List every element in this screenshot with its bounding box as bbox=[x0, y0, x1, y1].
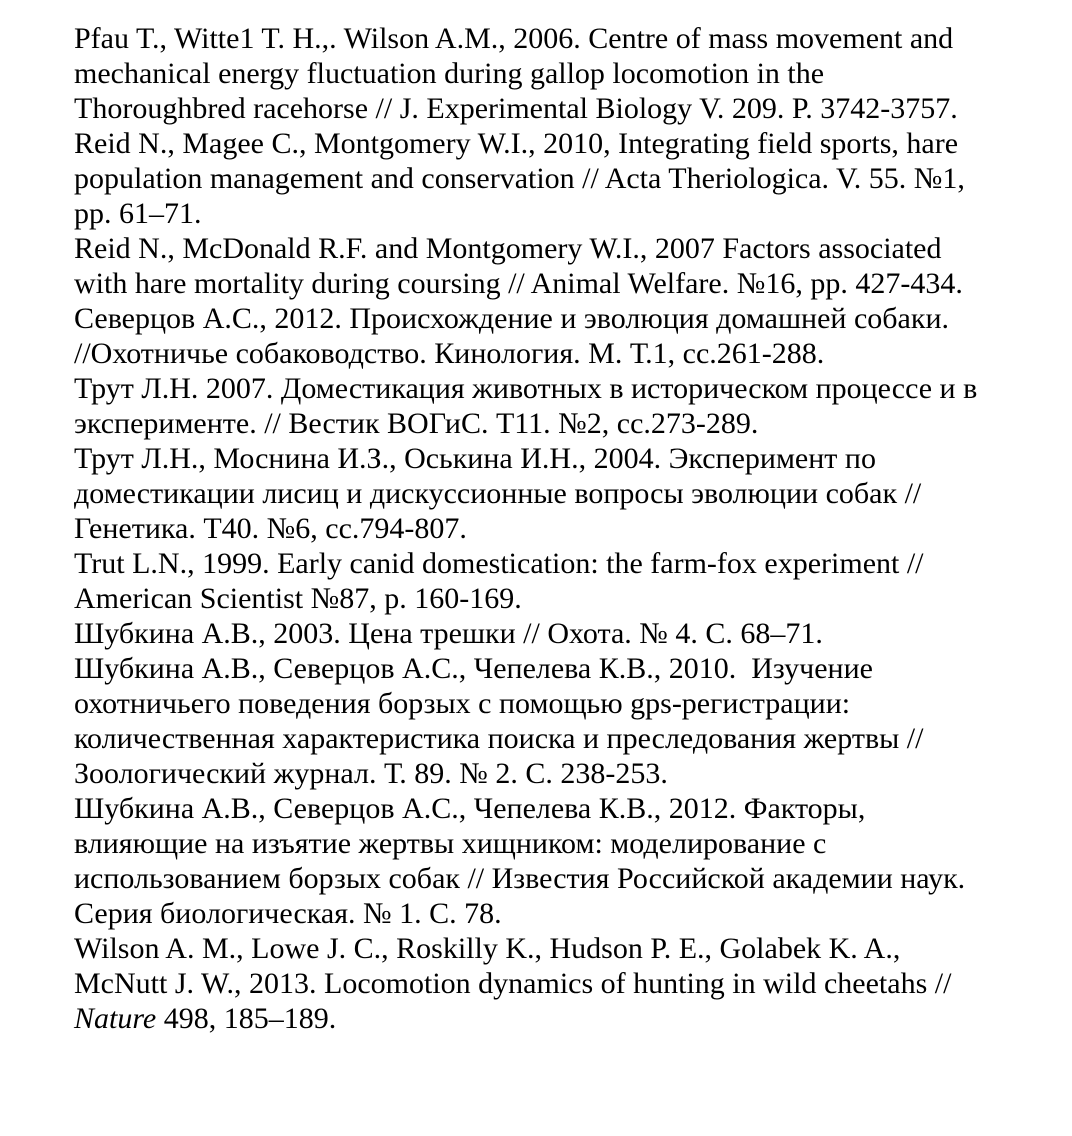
reference-text: Генетика. Т40. №6, сс.794-807. bbox=[74, 512, 467, 545]
reference-line bbox=[74, 1001, 1032, 1036]
reference-line bbox=[74, 126, 1032, 161]
reference-line bbox=[74, 861, 1032, 896]
reference-line bbox=[74, 371, 1032, 406]
reference-text: использованием борзых собак // Известия Российской академии наук. bbox=[74, 862, 966, 895]
reference-line bbox=[74, 966, 1032, 1001]
reference-line bbox=[74, 441, 1032, 476]
reference-text: Wilson A. M., Lowe J. C., Roskilly K., Hudson P. E., Golabek K. A., bbox=[74, 932, 901, 965]
reference-line bbox=[74, 931, 1032, 966]
reference-line bbox=[74, 231, 1032, 266]
reference-entry bbox=[74, 301, 1032, 371]
reference-line bbox=[74, 21, 1032, 56]
reference-text: Thoroughbred racehorse // J. Experimental Biology V. 209. P. 3742-3757. bbox=[74, 92, 958, 125]
reference-text: Серия биологическая. № 1. С. 78. bbox=[74, 897, 502, 930]
reference-entry bbox=[74, 651, 1032, 791]
reference-line bbox=[74, 616, 1032, 651]
reference-list bbox=[74, 21, 1032, 1036]
reference-text: Трут Л.Н., Моснина И.З., Оськина И.Н., 2004. Эксперимент по bbox=[74, 442, 876, 475]
reference-line bbox=[74, 826, 1032, 861]
reference-text: количественная характеристика поиска и преследования жертвы // bbox=[74, 722, 924, 755]
reference-text: Северцов А.С., 2012. Происхождение и эволюция домашней собаки. bbox=[74, 302, 949, 335]
reference-line bbox=[74, 511, 1032, 546]
reference-text: охотничьего поведения борзых с помощью gps-регистрации: bbox=[74, 687, 851, 720]
reference-entry bbox=[74, 931, 1032, 1036]
reference-line bbox=[74, 546, 1032, 581]
reference-text: 498, 185–189. bbox=[156, 1002, 337, 1035]
reference-text: доместикации лисиц и дискуссионные вопросы эволюции собак // bbox=[74, 477, 922, 510]
reference-text: population management and conservation // Acta Theriologica. V. 55. №1, bbox=[74, 162, 965, 195]
reference-text: эксперименте. // Вестик ВОГиС. Т11. №2, сс.273-289. bbox=[74, 407, 759, 440]
reference-text: Reid N., Magee C., Montgomery W.I., 2010, Integrating field sports, hare bbox=[74, 127, 959, 160]
journal-name-italic: Nature bbox=[74, 1002, 157, 1035]
reference-entry bbox=[74, 791, 1032, 931]
reference-text: McNutt J. W., 2013. Locomotion dynamics of hunting in wild cheetahs // bbox=[74, 967, 952, 1000]
reference-text: Шубкина А.В., 2003. Цена трешки // Охота. № 4. С. 68–71. bbox=[74, 617, 823, 650]
reference-entry bbox=[74, 616, 1032, 651]
reference-line bbox=[74, 56, 1032, 91]
reference-line bbox=[74, 196, 1032, 231]
reference-text: Зоологический журнал. Т. 89. № 2. С. 238-253. bbox=[74, 757, 668, 790]
reference-line bbox=[74, 756, 1032, 791]
reference-text: mechanical energy fluctuation during gallop locomotion in the bbox=[74, 57, 825, 90]
reference-text: with hare mortality during coursing // Animal Welfare. №16, pp. 427-434. bbox=[74, 267, 963, 300]
reference-line bbox=[74, 161, 1032, 196]
reference-line bbox=[74, 336, 1032, 371]
reference-line bbox=[74, 91, 1032, 126]
reference-text: Reid N., McDonald R.F. and Montgomery W.I., 2007 Factors associated bbox=[74, 232, 942, 265]
reference-entry bbox=[74, 371, 1032, 441]
reference-text: //Охотничье собаководство. Кинология. М. Т.1, сс.261-288. bbox=[74, 337, 825, 370]
reference-entry bbox=[74, 231, 1032, 301]
reference-line bbox=[74, 686, 1032, 721]
reference-line bbox=[74, 651, 1032, 686]
reference-line bbox=[74, 476, 1032, 511]
reference-text: Trut L.N., 1999. Early canid domestication: the farm-fox experiment // bbox=[74, 547, 924, 580]
reference-entry bbox=[74, 126, 1032, 231]
reference-text: Pfau T., Witte1 T. H.,. Wilson A.M., 2006. Centre of mass movement and bbox=[74, 22, 954, 55]
reference-text: Шубкина А.В., Северцов А.С., Чепелева К.В., 2010. Изучение bbox=[74, 652, 873, 685]
reference-entry bbox=[74, 546, 1032, 616]
reference-line bbox=[74, 301, 1032, 336]
reference-text: Трут Л.Н. 2007. Доместикация животных в историческом процессе и в bbox=[74, 372, 978, 405]
reference-text: pp. 61–71. bbox=[74, 197, 202, 230]
reference-line bbox=[74, 721, 1032, 756]
reference-line bbox=[74, 266, 1032, 301]
reference-text: влияющие на изъятие жертвы хищником: моделирование с bbox=[74, 827, 827, 860]
reference-entry bbox=[74, 441, 1032, 546]
reference-line bbox=[74, 896, 1032, 931]
reference-line bbox=[74, 406, 1032, 441]
reference-entry bbox=[74, 21, 1032, 126]
reference-line bbox=[74, 581, 1032, 616]
reference-line bbox=[74, 791, 1032, 826]
reference-text: American Scientist №87, p. 160-169. bbox=[74, 582, 522, 615]
reference-text: Шубкина А.В., Северцов А.С., Чепелева К.В., 2012. Факторы, bbox=[74, 792, 866, 825]
